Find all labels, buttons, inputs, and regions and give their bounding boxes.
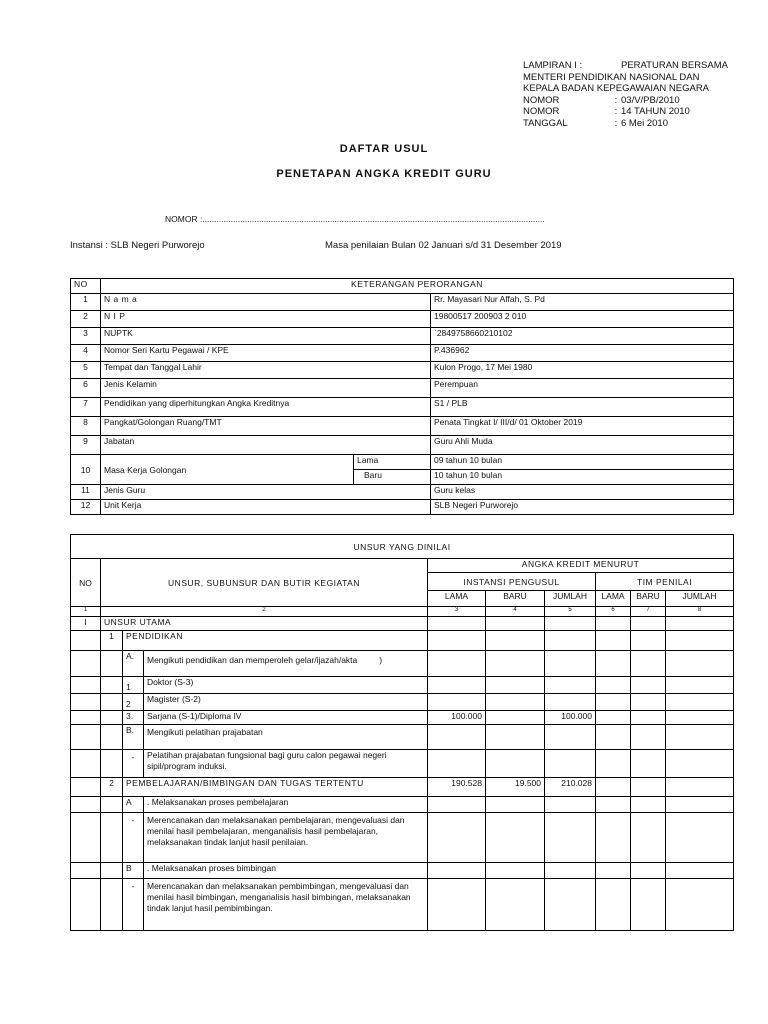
row-dash: -: [123, 813, 144, 863]
row-label: Nomor Seri Kartu Pegawai / KPE: [101, 345, 431, 362]
column-number: 5: [545, 607, 596, 617]
masa-kerja-lama-label: Lama: [354, 455, 431, 470]
row-no: 1: [71, 294, 101, 311]
row-no: 2: [101, 778, 123, 797]
row-no: 4: [71, 345, 101, 362]
lampiran-value: 03/V/PB/2010: [621, 94, 680, 106]
document-subtitle: PENETAPAN ANGKA KREDIT GURU: [276, 168, 492, 180]
lampiran-key: MENTERI PENDIDIKAN NASIONAL DAN: [523, 71, 700, 83]
table-row: [71, 485, 734, 500]
column-number-row: [71, 607, 734, 617]
row-value: 19800517 200903 2 010: [431, 311, 734, 328]
table-row: [71, 711, 734, 725]
header-no: NO: [71, 279, 101, 294]
row-letter: A: [123, 797, 144, 813]
row-value: `2849758660210102: [431, 328, 734, 345]
row-value: Guru Ahli Muda: [431, 436, 734, 455]
header-tim-penilai: TIM PENILAI: [596, 573, 734, 591]
row-text: Merencanakan dan melaksanakan pembelajaran, mengevaluasi dan menilai hasil pembelajaran, menganalisis hasil pembelajaran, melaksanakan tindak lanjut hasil penilaian.: [144, 813, 428, 863]
row-no: I: [71, 617, 101, 631]
table-row: [71, 750, 734, 778]
table-header-row: [71, 279, 734, 294]
row-text: Magister (S-2): [144, 694, 428, 711]
row-no: 1: [101, 631, 123, 651]
row-text: Sarjana (S-1)/Diploma IV: [144, 711, 428, 725]
table-row: [71, 379, 734, 398]
lampiran-value: PERATURAN BERSAMA: [621, 60, 728, 71]
lampiran-row: [523, 106, 728, 118]
row-label: N a m a: [101, 294, 431, 311]
lampiran-block: [523, 60, 728, 130]
row-no: 6: [71, 379, 101, 398]
header-keterangan: KETERANGAN PERORANGAN: [101, 279, 734, 294]
row-text: Mengikuti pelatihan prajabatan: [144, 725, 428, 750]
row-label: Masa Kerja Golongan: [101, 455, 354, 485]
unsur-table: [70, 534, 734, 931]
nilai-lama: 100.000: [428, 711, 486, 725]
table-row: [71, 455, 734, 470]
header-unsur-dinilai: UNSUR YANG DINILAI: [71, 535, 734, 559]
lampiran-key: TANGGAL: [523, 117, 568, 129]
header-unsur: UNSUR, SUBUNSUR DAN BUTIR KEGIATAN: [101, 559, 428, 607]
row-text: Doktor (S-3): [144, 677, 428, 694]
table-row: [71, 436, 734, 455]
row-no: 12: [71, 500, 101, 515]
personal-info-table: [70, 278, 734, 515]
row-no: 8: [71, 417, 101, 436]
masa-penilaian-text: Masa penilaian Bulan 02 Januari s/d 31 Desember 2019: [325, 240, 562, 251]
row-label: Pendidikan yang diperhitungkan Angka Kreditnya: [101, 398, 431, 417]
table-row: [71, 797, 734, 813]
row-text: [144, 651, 428, 677]
row-label: Jabatan: [101, 436, 431, 455]
table-row: [71, 417, 734, 436]
row-no: 7: [71, 398, 101, 417]
column-number: 6: [596, 607, 631, 617]
column-number: 7: [631, 607, 666, 617]
lampiran-row: [523, 60, 728, 72]
table-header-row: [71, 535, 734, 559]
masa-kerja-baru-label: Baru: [354, 470, 431, 485]
nilai-baru: 19.500: [486, 778, 545, 797]
row-label: N I P: [101, 311, 431, 328]
header-jumlah: JUMLAH: [545, 591, 596, 607]
table-row: [71, 677, 734, 694]
table-row: [71, 778, 734, 797]
row-number: 1: [123, 677, 144, 694]
masa-kerja-lama-value: 09 tahun 10 bulan: [431, 455, 734, 470]
header-no: NO: [71, 559, 101, 607]
column-number: 2: [101, 607, 428, 617]
row-letter: B.: [123, 725, 144, 750]
lampiran-key: NOMOR: [523, 94, 560, 106]
header-jumlah: JUMLAH: [666, 591, 734, 607]
row-no: 9: [71, 436, 101, 455]
row-no: 5: [71, 362, 101, 379]
lampiran-colon: :: [614, 106, 618, 118]
row-text-main: Mengikuti pendidikan dan memperoleh gelar/ijazah/akta: [147, 655, 358, 665]
table-row: [71, 398, 734, 417]
row-value: Perempuan: [431, 379, 734, 398]
row-text: . Melaksanakan proses bimbingan: [144, 863, 428, 879]
row-no: 3: [71, 328, 101, 345]
row-no: 10: [71, 455, 101, 485]
column-number: 8: [666, 607, 734, 617]
table-row: [71, 879, 734, 931]
row-value: Penata Tingkat I/ III/d/ 01 Oktober 2019: [431, 417, 734, 436]
row-text: Merencanakan dan melaksanakan pembimbingan, mengevaluasi dan menilai hasil bimbingan, menganalisis hasil bimbingan, melaksanakan tindak lanjut hasil pembimbingan.: [144, 879, 428, 931]
row-label: Pangkat/Golongan Ruang/TMT: [101, 417, 431, 436]
row-value: S1 / PLB: [431, 398, 734, 417]
lampiran-key: NOMOR: [523, 106, 560, 118]
row-label: Jenis Kelamin: [101, 379, 431, 398]
lampiran-row: [523, 72, 728, 84]
table-row: [71, 651, 734, 677]
row-number: 3.: [123, 711, 144, 725]
row-value: SLB Negeri Purworejo: [431, 500, 734, 515]
column-number: 4: [486, 607, 545, 617]
nilai-jumlah: 100.000: [545, 711, 596, 725]
row-dash: -: [123, 879, 144, 931]
row-no: 2: [71, 311, 101, 328]
table-row: [71, 813, 734, 863]
row-label: NUPTK: [101, 328, 431, 345]
table-row: [71, 500, 734, 515]
row-label: Jenis Guru: [101, 485, 431, 500]
instansi-text: Instansi : SLB Negeri Purworejo: [70, 240, 205, 251]
table-row: [71, 631, 734, 651]
lampiran-colon: :: [614, 94, 618, 106]
table-row: [71, 328, 734, 345]
row-letter: B: [123, 863, 144, 879]
lampiran-row: [523, 118, 728, 130]
row-letter: A.: [123, 651, 144, 677]
pembelajaran-label: PEMBELAJARAN/BIMBINGAN DAN TUGAS TERTENTU: [123, 778, 428, 797]
row-text: Pelatihan prajabatan fungsional bagi guru calon pegawai negeri sipil/program induksi.: [144, 750, 428, 778]
table-row: [71, 345, 734, 362]
nilai-lama: 190.528: [428, 778, 486, 797]
row-value: Kulon Progo, 17 Mei 1980: [431, 362, 734, 379]
lampiran-colon: [611, 60, 621, 72]
lampiran-key: KEPALA BADAN KEPEGAWAIAN NEGARA: [523, 83, 710, 95]
masa-kerja-baru-value: 10 tahun 10 bulan: [431, 470, 734, 485]
header-lama: LAMA: [428, 591, 486, 607]
lampiran-value: 6 Mei 2010: [621, 117, 669, 129]
row-label: Unit Kerja: [101, 500, 431, 515]
nomor-line: NOMOR :.................................................................................................................................................: [165, 214, 545, 224]
table-row: [71, 694, 734, 711]
row-value: P.436962: [431, 345, 734, 362]
table-row: [71, 294, 734, 311]
header-angka-kredit: ANGKA KREDIT MENURUT: [428, 559, 734, 573]
row-value: Rr. Mayasari Nur Affah, S. Pd: [431, 294, 734, 311]
table-row: [71, 725, 734, 750]
unsur-utama-label: UNSUR UTAMA: [101, 617, 428, 631]
lampiran-row: [523, 83, 728, 95]
row-dash: -: [123, 750, 144, 778]
lampiran-key: LAMPIRAN I :: [523, 60, 583, 71]
lampiran-row: [523, 95, 728, 107]
row-value: Guru kelas: [431, 485, 734, 500]
table-row: [71, 617, 734, 631]
row-paren: ): [379, 655, 383, 665]
lampiran-colon: :: [614, 117, 618, 129]
lampiran-value: 14 TAHUN 2010: [621, 106, 690, 118]
row-number: 2: [123, 694, 144, 711]
row-label: Tempat dan Tanggal Lahir: [101, 362, 431, 379]
document-title: DAFTAR USUL: [339, 143, 429, 155]
table-row: [71, 311, 734, 328]
header-baru: BARU: [486, 591, 545, 607]
header-instansi: INSTANSI PENGUSUL: [428, 573, 596, 591]
row-no: 11: [71, 485, 101, 500]
header-baru: BARU: [631, 591, 666, 607]
pendidikan-label: PENDIDIKAN: [123, 631, 428, 651]
column-number: 3: [428, 607, 486, 617]
nilai-jumlah: 210.028: [545, 778, 596, 797]
table-header-row: [71, 559, 734, 573]
table-row: [71, 863, 734, 879]
row-text: . Melaksanakan proses pembelajaran: [144, 797, 428, 813]
column-number: 1: [71, 607, 101, 617]
table-row: [71, 362, 734, 379]
header-lama: LAMA: [596, 591, 631, 607]
